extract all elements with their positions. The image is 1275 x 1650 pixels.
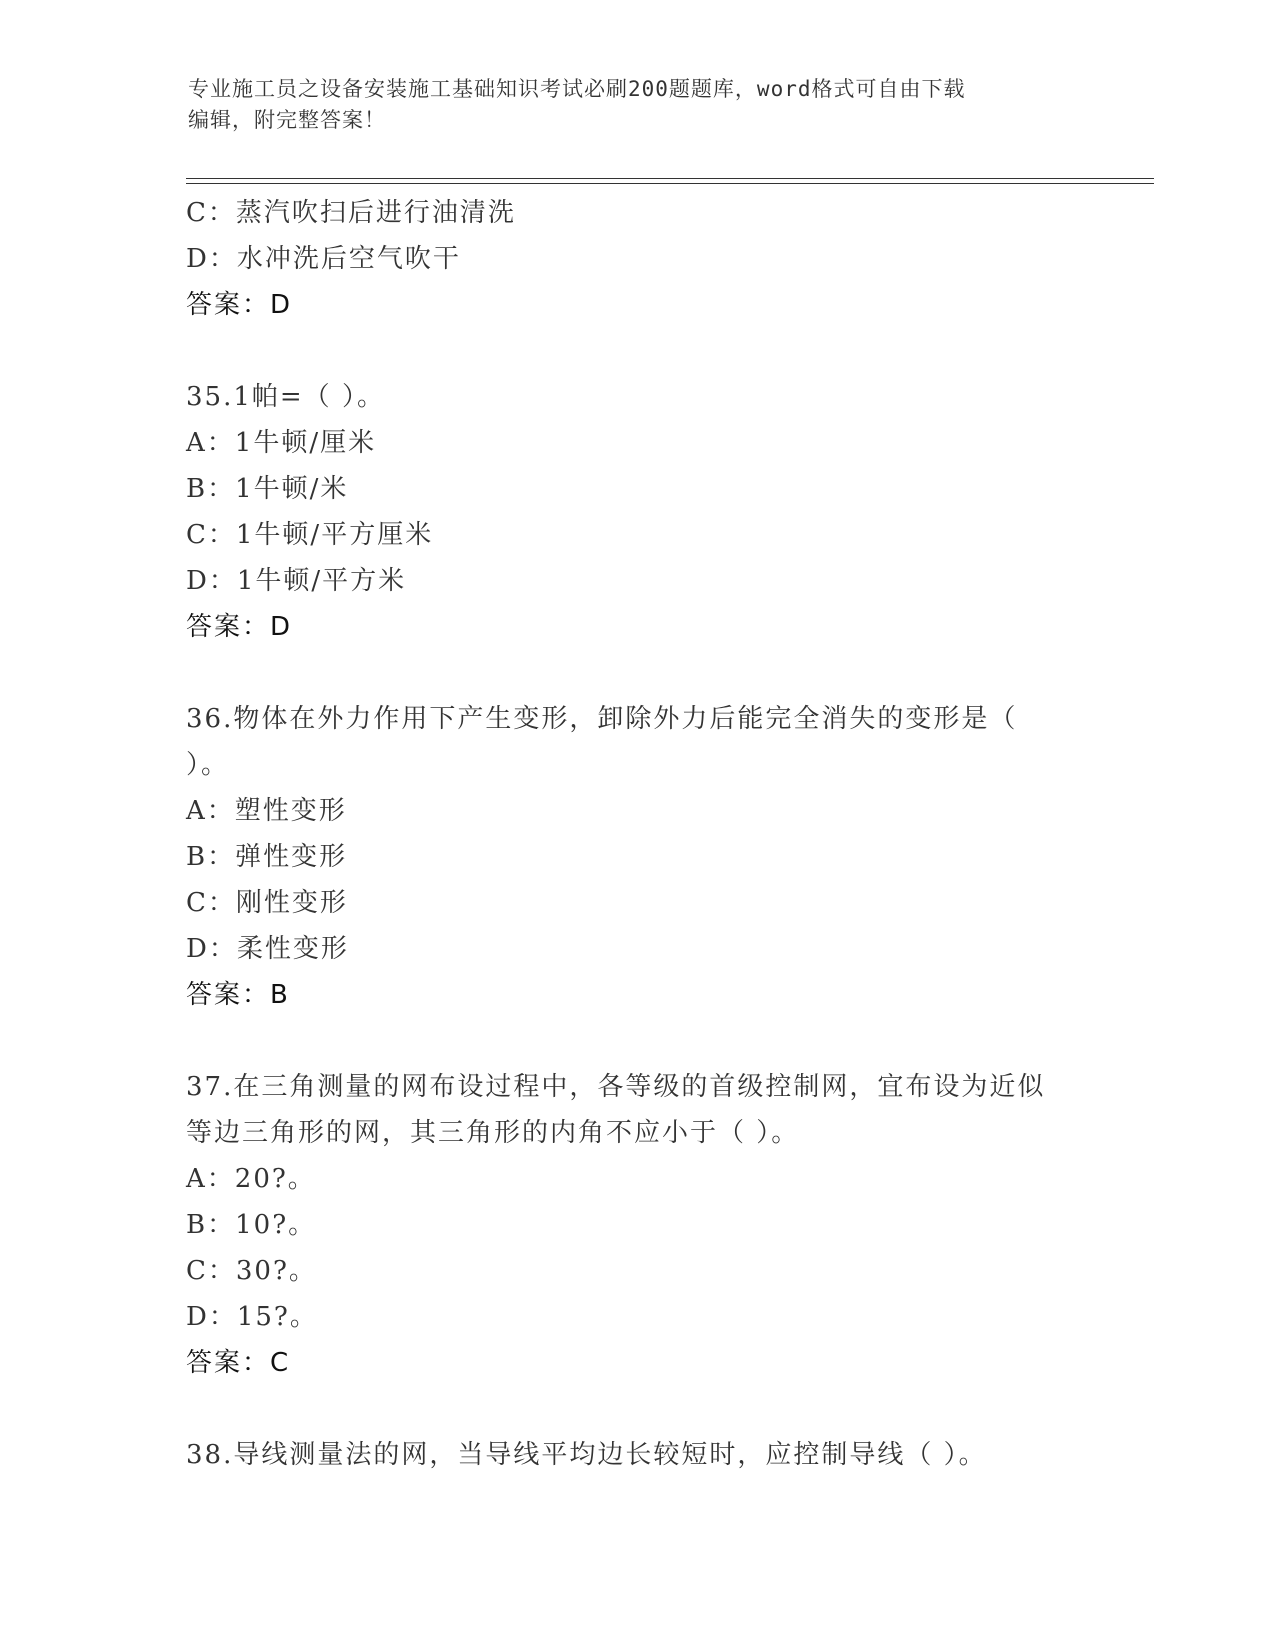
q34-option-c: C：蒸汽吹扫后进行油清洗 — [186, 198, 516, 228]
q37-option-c: C：30?。 — [186, 1256, 317, 1286]
q35-option-c: C：1牛顿/平方厘米 — [186, 520, 434, 550]
q36-option-b: B：弹性变形 — [186, 842, 348, 872]
document-header — [188, 74, 1068, 136]
q37-option-d: D：15?。 — [186, 1302, 318, 1332]
q34-option-d: D：水冲洗后空气吹干 — [186, 244, 461, 274]
q37-question-line-2: 等边三角形的网，其三角形的内角不应小于（ ）。 — [186, 1118, 800, 1148]
q37-option-a: A：20?。 — [186, 1164, 316, 1194]
header-divider-bottom — [186, 183, 1154, 184]
q35-option-d: D：1牛顿/平方米 — [186, 566, 407, 596]
q38-question: 38.导线测量法的网，当导线平均边长较短时，应控制导线（ ）。 — [186, 1440, 987, 1470]
q36-option-a: A：塑性变形 — [186, 796, 347, 826]
q37-option-b: B：10?。 — [186, 1210, 317, 1240]
q37-question-line-1: 37.在三角测量的网布设过程中，各等级的首级控制网，宜布设为近似 — [186, 1072, 1046, 1102]
q36-question-line-2: ）。 — [186, 750, 230, 780]
question-content — [186, 190, 1086, 1478]
header-line-2: 编辑，附完整答案！ — [188, 108, 386, 132]
q36-question-line-1: 36.物体在外力作用下产生变形，卸除外力后能完全消失的变形是（ — [186, 704, 1018, 734]
q34-answer: 答案：D — [186, 290, 293, 320]
q36-answer: 答案：B — [186, 980, 290, 1010]
header-divider-top — [186, 178, 1154, 179]
q35-option-a: A：1牛顿/厘米 — [186, 428, 377, 458]
q35-option-b: B：1牛顿/米 — [186, 474, 349, 504]
q35-answer: 答案：D — [186, 612, 293, 642]
q37-answer: 答案：C — [186, 1348, 291, 1378]
q35-question: 35.1帕=（ ）。 — [186, 382, 385, 412]
q36-option-c: C：刚性变形 — [186, 888, 348, 918]
header-line-1: 专业施工员之设备安装施工基础知识考试必刷200题题库，word格式可自由下载 — [188, 77, 966, 101]
q36-option-d: D：柔性变形 — [186, 934, 349, 964]
